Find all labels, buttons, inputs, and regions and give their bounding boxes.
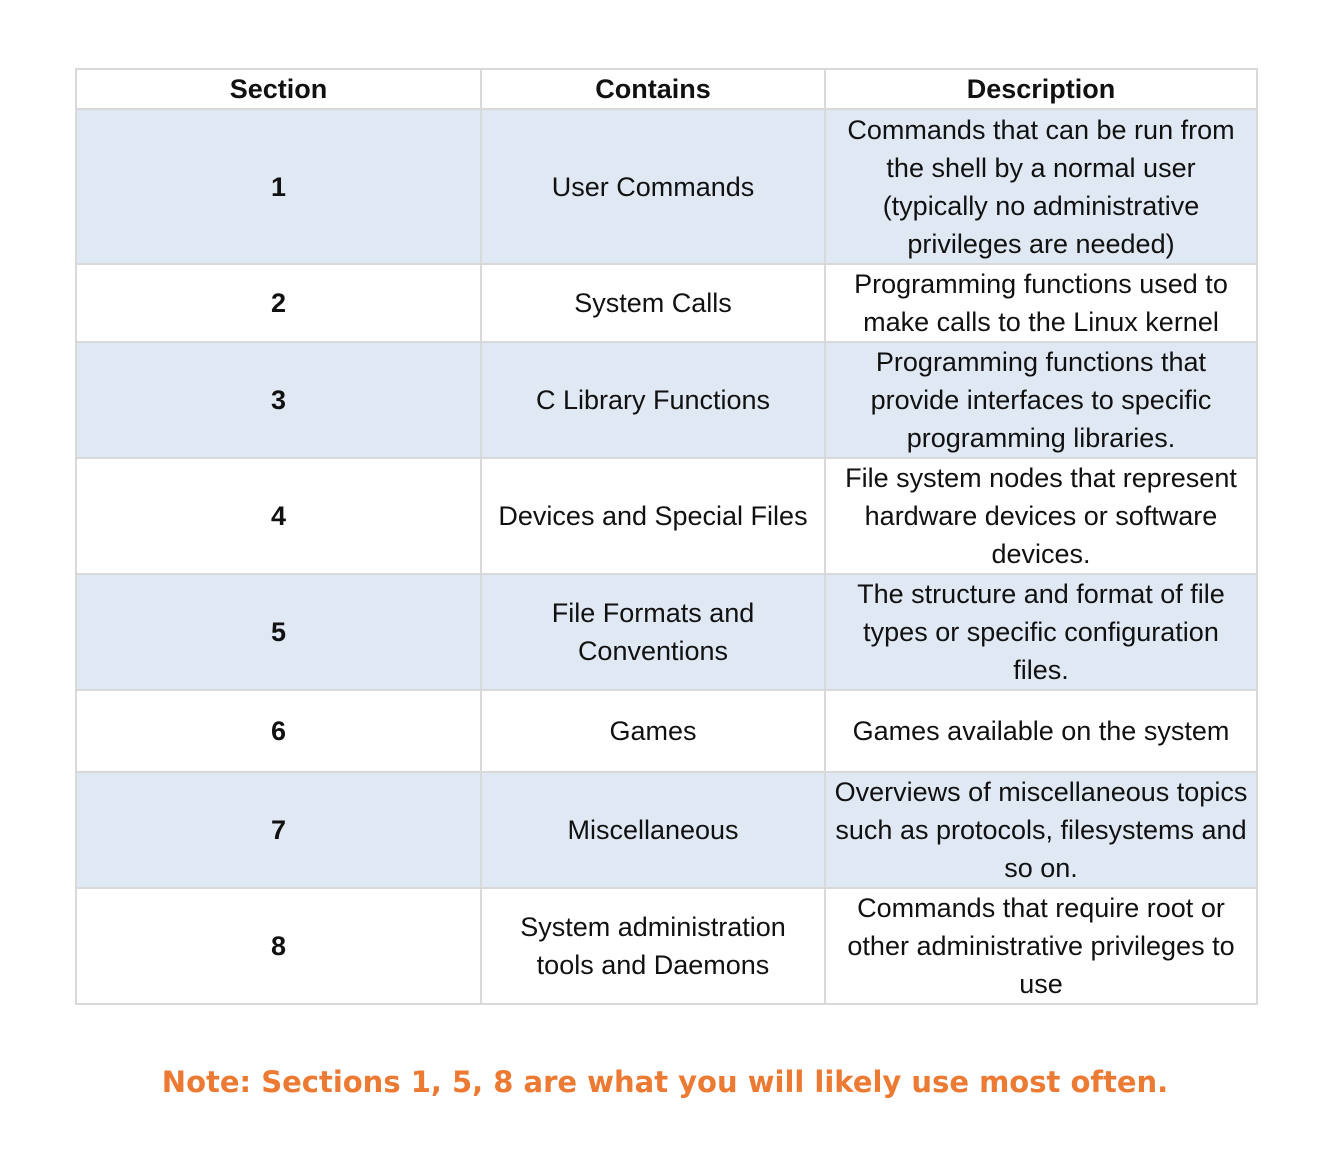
- section-number: 3: [76, 342, 481, 458]
- section-number: 4: [76, 458, 481, 574]
- description-cell: Programming functions used to make calls to the Linux kernel: [825, 264, 1257, 342]
- description-cell: Overviews of miscellaneous topics such as protocols, filesystems and so on.: [825, 772, 1257, 888]
- description-cell: Programming functions that provide interfaces to specific programming libraries.: [825, 342, 1257, 458]
- table-row: [76, 342, 1257, 458]
- usage-note: Note: Sections 1, 5, 8 are what you will likely use most often.: [161, 1065, 1169, 1099]
- table-row: [76, 888, 1257, 1004]
- header-description: Description: [825, 69, 1257, 109]
- contains-cell: File Formats and Conventions: [481, 574, 825, 690]
- header-row: [76, 69, 1257, 109]
- section-number: 5: [76, 574, 481, 690]
- contains-cell: C Library Functions: [481, 342, 825, 458]
- description-cell: Commands that can be run from the shell by a normal user (typically no administrative privileges are needed): [825, 109, 1257, 264]
- description-cell: File system nodes that represent hardware devices or software devices.: [825, 458, 1257, 574]
- table-row: [76, 264, 1257, 342]
- contains-cell: Miscellaneous: [481, 772, 825, 888]
- contains-cell: System Calls: [481, 264, 825, 342]
- section-number: 1: [76, 109, 481, 264]
- header-contains: Contains: [481, 69, 825, 109]
- section-number: 7: [76, 772, 481, 888]
- section-number: 6: [76, 690, 481, 772]
- contains-cell: User Commands: [481, 109, 825, 264]
- table-row: [76, 458, 1257, 574]
- description-cell: Games available on the system: [825, 690, 1257, 772]
- man-sections-table: [75, 68, 1258, 1005]
- contains-cell: Games: [481, 690, 825, 772]
- section-number: 8: [76, 888, 481, 1004]
- table-row: [76, 574, 1257, 690]
- contains-cell: System administration tools and Daemons: [481, 888, 825, 1004]
- description-cell: The structure and format of file types or specific configuration files.: [825, 574, 1257, 690]
- table-row: [76, 109, 1257, 264]
- table-row: [76, 690, 1257, 772]
- table-row: [76, 772, 1257, 888]
- header-section: Section: [76, 69, 481, 109]
- section-number: 2: [76, 264, 481, 342]
- description-cell: Commands that require root or other administrative privileges to use: [825, 888, 1257, 1004]
- contains-cell: Devices and Special Files: [481, 458, 825, 574]
- man-sections-table-wrapper: [75, 68, 1256, 1005]
